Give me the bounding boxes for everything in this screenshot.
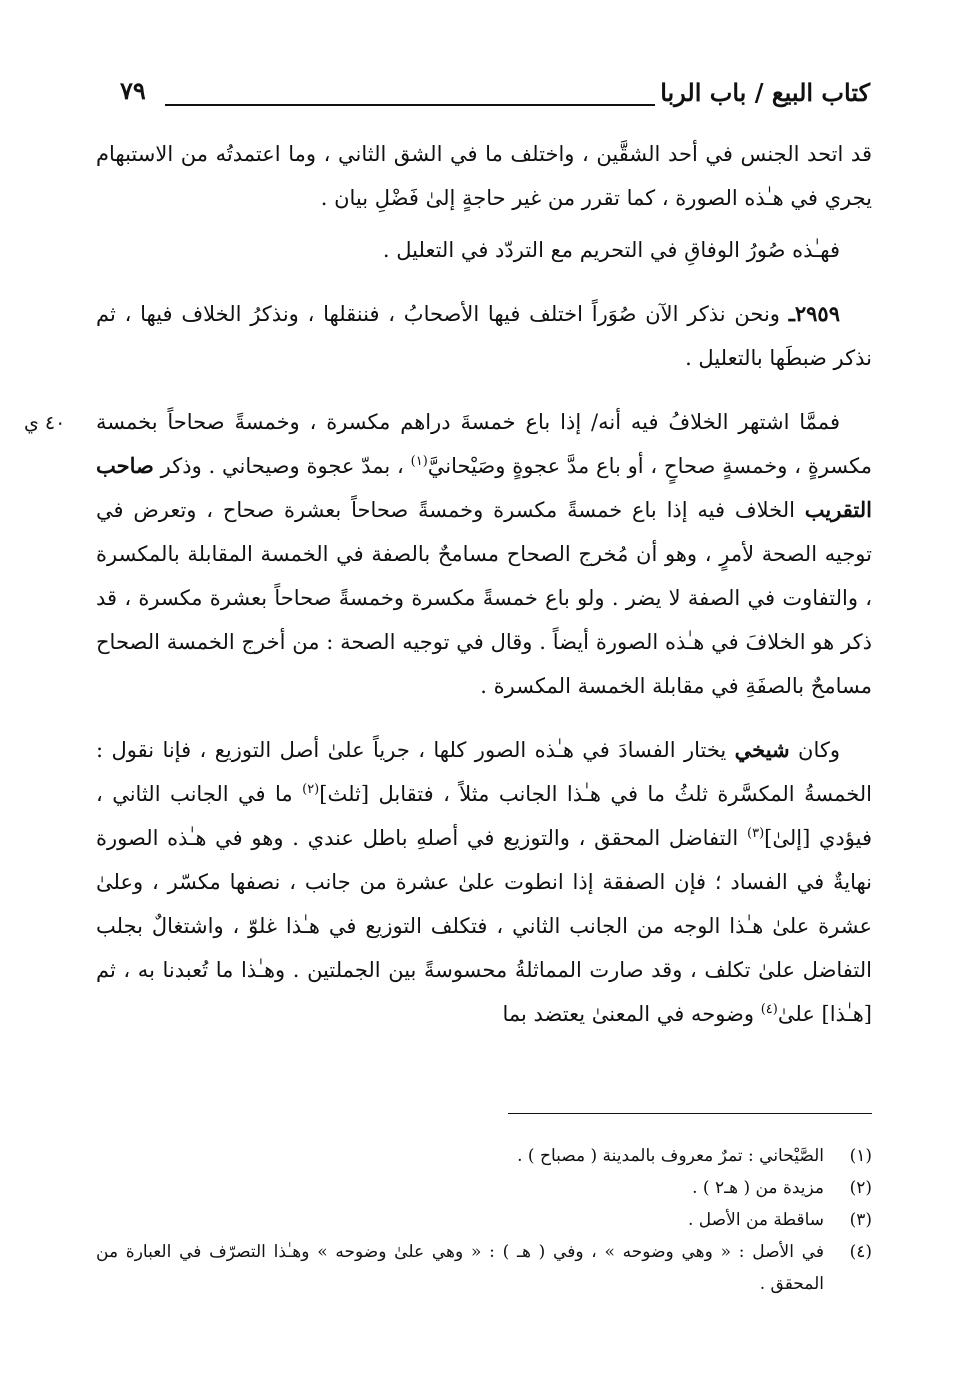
paragraph-4	[96, 400, 872, 708]
paragraph-4-text-c: الخلاف فيه إذا باع خمسةً مكسرة وخمسةً صحاحاً بعشرة صحاح ، وتعرض في توجيه الصحة لأمرٍ ، وهو أن مُخرج الصحاح مسامحٌ بالصفة في الخمسة المقابلة بالمكسرة ، والتفاوت في الصفة لا يضر . ولو باع خمسةً مكسرة وخمسةً صحاحاً بعشرة مكسرة ، قد ذكر هو الخلافَ في هـٰذه الصورة أيضاً . وقال في توجيه الصحة : من أخرج الخمسة الصحاح مسامحٌ بالصفَةِ في مقابلة الخمسة المكسرة .	[96, 498, 872, 698]
page-number: ٧٩	[120, 76, 146, 105]
cited-author: صاحب التقريب	[96, 453, 872, 522]
paragraph-2: فهـٰذه صُورُ الوفاقِ في التحريم مع التردّد في التعليل .	[382, 238, 840, 262]
footnote-text: في الأصل : « وهي وضوحه » ، وفي ( هـ ) : « وهي علىٰ وضوحه » وهـٰذا التصرّف في العبارة من المحقق .	[96, 1242, 824, 1294]
footnote-ref-2[interactable]: (٢)	[302, 782, 320, 797]
paragraph-5-text-a: وكان	[789, 738, 840, 762]
footnote-text: الصَّيْحاني : تمرٌ معروف بالمدينة ( مصباح ) .	[517, 1146, 824, 1166]
header-rule	[165, 104, 655, 106]
footnote-separator	[508, 1113, 872, 1114]
cited-teacher: شيخي	[734, 737, 790, 762]
paragraph-1: قد اتحد الجنس في أحد الشقَّين ، واختلف ما في الشق الثاني ، وما اعتمدتُه من الاستبهام يجري في هـٰذه الصورة ، كما تقرر من غير حاجةٍ إلىٰ فَضْلِ بيان .	[96, 142, 872, 210]
footnote-number: (٤)	[849, 1242, 872, 1262]
footnote-number: (٣)	[849, 1210, 872, 1230]
footnote-3	[96, 1204, 872, 1236]
footnote-ref-4[interactable]: (٤)	[760, 1002, 778, 1017]
margin-folio-note: ٤٠ ي	[24, 412, 66, 434]
footnote-2	[96, 1172, 872, 1204]
paragraph-5-text-e: وضوحه في المعنىٰ يعتضد بما	[502, 1002, 761, 1026]
running-header	[100, 78, 870, 118]
footnote-4	[96, 1236, 872, 1300]
footnote-text: ساقطة من الأصل .	[688, 1210, 824, 1230]
footnotes	[96, 1140, 872, 1300]
footnote-number: (٢)	[849, 1178, 872, 1198]
footnote-ref-1[interactable]: (١)	[410, 454, 428, 469]
footnote-1	[96, 1140, 872, 1172]
footnote-ref-3[interactable]: (٣)	[747, 826, 765, 841]
header-title: كتاب البيع / باب الربا	[660, 78, 870, 107]
paragraph-3	[96, 292, 872, 380]
footnote-text: مزيدة من ( هـ٢ ) .	[692, 1178, 824, 1198]
paragraph-4-text-a: فممَّا اشتهر الخلافُ فيه أنه/ إذا باع خمسةَ دراهم مكسرة ، وخمسةً صحاحاً بخمسة مكسرةٍ ، وخمسةٍ صحاحٍ ، أو باع مدَّ عجوةٍ وصَيْحانيَّ	[96, 410, 872, 478]
paragraph-3-text: ونحن نذكر الآن صُوَراً اختلف فيها الأصحابُ ، فننقلها ، ونذكرُ الخلاف فيها ، ثم نذكر ضبطَها بالتعليل .	[96, 302, 872, 370]
paragraph-5	[96, 728, 872, 1036]
paragraph-4-text-b: ، بمدّ عجوة وصيحاني . وذكر	[153, 454, 411, 478]
paragraph-5-text-c: ما في الجانب الثاني ، فيؤدي [إلىٰ]	[96, 782, 873, 850]
main-text	[96, 132, 872, 1056]
paragraph-5-text-b: يختار الفسادَ في هـٰذه الصور كلها ، جرياً علىٰ أصل التوزيع ، فإنا نقول : الخمسةُ المكسَّرة ثلثُ ما في هـٰذا الجانب مثلاً ، فتقابل [ثلث]	[96, 738, 872, 806]
paragraph-5-text-d: التفاضل المحقق ، والتوزيع في أصلهِ باطل عندي . وهو في هـٰذه الصورة نهايةٌ في الفساد ؛ فإن الصفقة إذا انطوت علىٰ عشرة من جانب ، نصفها مكسّر ، وعلىٰ عشرة علىٰ هـٰذا الوجه من الجانب الثاني ، فتكلف التوزيع في هـٰذا غلوّ ، واشتغالٌ بجلب التفاضل علىٰ تكلف ، وقد صارت المماثلةُ محسوسةً بين الجملتين . وهـٰذا ما تُعبدنا به ، ثم [هـٰذا] علىٰ	[96, 826, 872, 1026]
footnote-number: (١)	[849, 1146, 872, 1166]
issue-number: ٢٩٥٩ـ	[788, 301, 840, 326]
